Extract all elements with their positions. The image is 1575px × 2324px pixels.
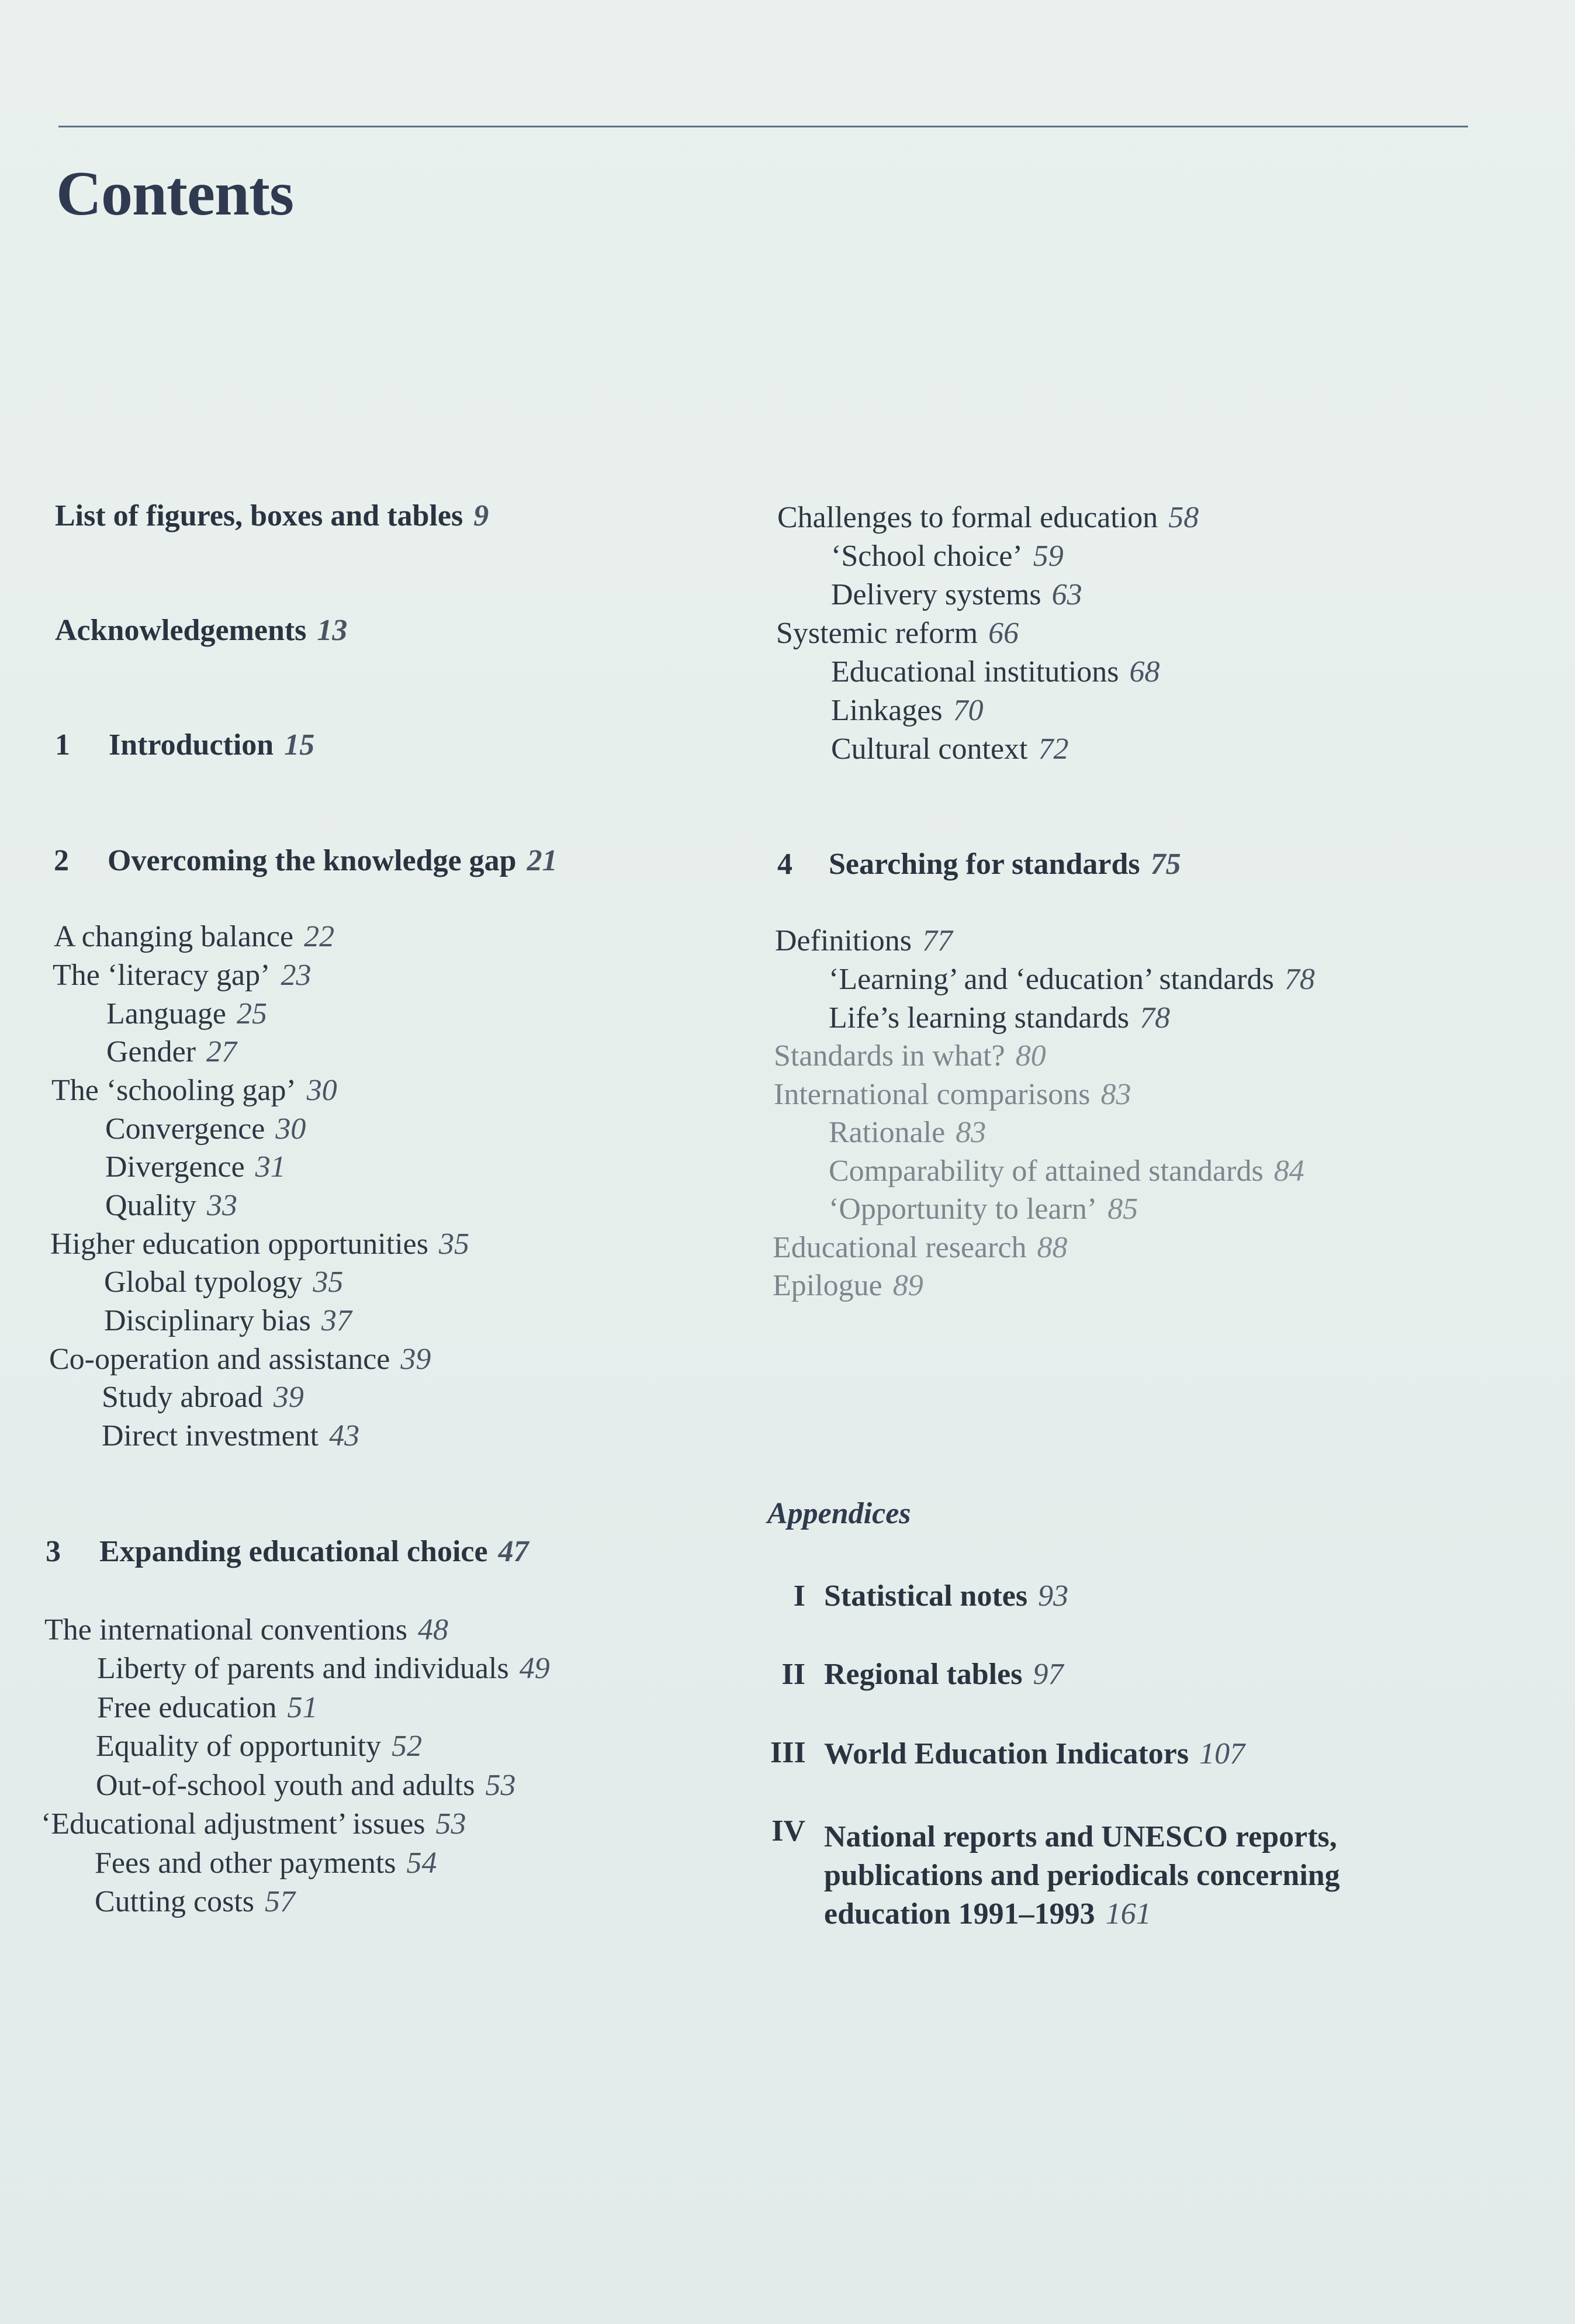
toc-section — [51, 1071, 337, 1110]
entry-label: Educational institutions — [831, 655, 1119, 689]
chapter-number: 2 — [54, 844, 69, 877]
toc-subsection — [97, 1689, 318, 1727]
entry-label: Equality of opportunity — [96, 1730, 382, 1763]
entry-label: Regional tables — [824, 1658, 1023, 1691]
entry-label: Challenges to formal education — [777, 501, 1158, 534]
toc-chapter-4 — [777, 845, 1181, 884]
entry-page: 68 — [1129, 655, 1160, 689]
chapter-page: 15 — [284, 728, 315, 762]
chapter-title: Overcoming the knowledge gap — [108, 844, 517, 877]
entry-label: publications and periodicals concerning — [824, 1859, 1340, 1892]
toc-chapter-3 — [46, 1533, 529, 1571]
entry-page: 54 — [406, 1846, 437, 1880]
entry-label: The international conventions — [44, 1613, 407, 1647]
toc-subsection — [829, 960, 1315, 999]
toc-section — [773, 1229, 1068, 1267]
entry-page: 51 — [287, 1691, 318, 1724]
entry-page: 49 — [519, 1652, 550, 1685]
chapter-number: 4 — [777, 848, 792, 881]
toc-section — [54, 918, 334, 956]
toc-section — [50, 1225, 469, 1264]
entry-label: World Education Indicators — [824, 1737, 1189, 1770]
toc-subsection — [829, 1152, 1304, 1191]
toc-chapter-2 — [54, 842, 558, 880]
toc-section — [774, 1075, 1131, 1114]
entry-page: 31 — [255, 1150, 286, 1184]
chapter-page: 75 — [1150, 848, 1181, 881]
entry-label: Standards in what? — [774, 1039, 1005, 1073]
entry-label: Definitions — [775, 924, 912, 957]
entry-label: Rationale — [829, 1116, 946, 1149]
entry-label: Liberty of parents and individuals — [97, 1652, 509, 1685]
toc-section — [41, 1805, 466, 1844]
chapter-page: 47 — [498, 1535, 529, 1568]
toc-subsection — [102, 1417, 359, 1455]
toc-subsection — [106, 1033, 237, 1071]
entry-page: 53 — [435, 1807, 466, 1841]
toc-subsection — [96, 1766, 515, 1805]
toc-subsection — [106, 995, 267, 1033]
entry-page: 30 — [306, 1074, 337, 1107]
entry-page: 89 — [892, 1269, 923, 1302]
appendix-entry — [824, 1818, 1340, 1934]
toc-entry-figures — [55, 497, 489, 535]
entry-label: Statistical notes — [824, 1579, 1028, 1613]
toc-entry-acknowledgements — [55, 611, 347, 650]
appendix-number: III — [770, 1736, 806, 1769]
entry-label: Language — [106, 997, 227, 1030]
toc-section — [53, 956, 311, 995]
entry-page: 30 — [275, 1112, 306, 1146]
toc-section — [777, 499, 1199, 537]
toc-subsection — [95, 1883, 295, 1921]
toc-subsection — [831, 537, 1064, 576]
toc-subsection — [829, 1190, 1138, 1229]
appendix-entry — [824, 1577, 1068, 1616]
toc-subsection — [96, 1727, 422, 1766]
entry-page: 58 — [1168, 501, 1199, 534]
entry-label: Linkages — [831, 694, 943, 727]
toc-section — [49, 1340, 431, 1379]
entry-page: 37 — [321, 1304, 352, 1337]
toc-section — [776, 614, 1019, 653]
entry-label: Life’s learning standards — [829, 1001, 1130, 1035]
entry-label: ‘School choice’ — [831, 540, 1023, 573]
entry-label: ‘Learning’ and ‘education’ standards — [829, 963, 1274, 996]
entry-label: Acknowledgements — [55, 614, 307, 647]
entry-label: Higher education opportunities — [50, 1227, 428, 1261]
entry-label: Educational research — [773, 1231, 1027, 1264]
toc-subsection — [97, 1649, 550, 1688]
toc-section — [44, 1611, 448, 1649]
entry-page: 107 — [1199, 1737, 1245, 1770]
entry-page: 53 — [485, 1769, 516, 1802]
entry-label: education 1991–1993 — [824, 1897, 1095, 1931]
entry-page: 161 — [1105, 1897, 1151, 1931]
entry-label: The ‘literacy gap’ — [53, 959, 271, 992]
entry-label: National reports and UNESCO reports, — [824, 1820, 1337, 1853]
entry-page: 48 — [417, 1613, 448, 1647]
entry-page: 35 — [438, 1227, 469, 1261]
entry-page: 93 — [1038, 1579, 1069, 1613]
entry-page: 33 — [206, 1189, 237, 1222]
entry-label: The ‘schooling gap’ — [51, 1074, 296, 1107]
entry-page: 78 — [1140, 1001, 1171, 1035]
entry-page: 25 — [237, 997, 268, 1030]
entry-page: 43 — [329, 1419, 360, 1452]
appendices-heading: Appendices — [767, 1497, 911, 1530]
toc-subsection — [104, 1263, 343, 1302]
appendix-number: II — [781, 1658, 805, 1691]
toc-subsection — [829, 1113, 986, 1152]
entry-page: 39 — [400, 1343, 431, 1376]
entry-page: 59 — [1033, 540, 1064, 573]
entry-label: A changing balance — [54, 920, 294, 953]
entry-label: Fees and other payments — [95, 1846, 396, 1880]
entry-label: List of figures, boxes and tables — [55, 499, 463, 532]
entry-page: 57 — [265, 1885, 296, 1918]
entry-label: Epilogue — [773, 1269, 882, 1302]
toc-section — [775, 922, 953, 960]
toc-chapter-1 — [55, 726, 314, 765]
entry-page: 78 — [1284, 963, 1315, 996]
entry-label: Quality — [105, 1189, 196, 1222]
entry-page: 72 — [1038, 732, 1069, 766]
appendix-entry — [824, 1655, 1063, 1694]
entry-page: 66 — [988, 617, 1019, 650]
chapter-page: 21 — [527, 844, 558, 877]
chapter-title: Expanding educational choice — [99, 1535, 488, 1568]
entry-label: Out-of-school youth and adults — [96, 1769, 475, 1802]
entry-label: Free education — [97, 1691, 277, 1724]
entry-page: 97 — [1033, 1658, 1064, 1691]
entry-page: 39 — [273, 1381, 304, 1414]
header-rule — [58, 126, 1468, 127]
toc-subsection — [829, 999, 1170, 1038]
entry-page: 88 — [1037, 1231, 1068, 1264]
toc-section — [773, 1267, 923, 1305]
toc-subsection — [831, 653, 1160, 691]
toc-subsection — [105, 1110, 306, 1149]
entry-label: Gender — [106, 1035, 196, 1068]
entry-page: 70 — [953, 694, 984, 727]
entry-label: Cultural context — [831, 732, 1028, 766]
chapter-number: 3 — [46, 1535, 61, 1568]
chapter-title: Introduction — [109, 728, 274, 762]
appendix-number: I — [793, 1579, 805, 1613]
entry-page: 85 — [1107, 1192, 1138, 1226]
toc-subsection — [105, 1187, 237, 1225]
toc-subsection — [831, 691, 984, 730]
appendix-entry — [824, 1735, 1245, 1773]
entry-page: 83 — [956, 1116, 986, 1149]
entry-page: 23 — [281, 959, 311, 992]
entry-label: ‘Opportunity to learn’ — [829, 1192, 1098, 1226]
toc-subsection — [102, 1378, 304, 1417]
entry-page: 13 — [317, 614, 348, 647]
toc-subsection — [831, 730, 1068, 769]
entry-label: Delivery systems — [831, 578, 1041, 611]
chapter-title: Searching for standards — [829, 848, 1140, 881]
entry-label: Direct investment — [102, 1419, 319, 1452]
entry-page: 22 — [304, 920, 335, 953]
entry-label: Disciplinary bias — [104, 1304, 311, 1337]
chapter-number: 1 — [55, 728, 70, 762]
toc-section — [774, 1037, 1046, 1075]
entry-label: Divergence — [105, 1150, 245, 1184]
entry-page: 83 — [1100, 1078, 1131, 1111]
toc-subsection — [831, 576, 1082, 614]
toc-subsection — [95, 1844, 437, 1883]
entry-label: International comparisons — [774, 1078, 1091, 1111]
toc-subsection — [104, 1302, 352, 1340]
entry-page: 9 — [473, 499, 489, 532]
appendix-number: IV — [771, 1814, 805, 1848]
entry-label: Systemic reform — [776, 617, 978, 650]
entry-page: 35 — [313, 1265, 344, 1299]
toc-subsection — [105, 1148, 286, 1187]
entry-label: Cutting costs — [95, 1885, 255, 1918]
page-title: Contents — [56, 159, 294, 229]
entry-page: 77 — [922, 924, 953, 957]
entry-page: 80 — [1015, 1039, 1046, 1073]
entry-label: Global typology — [104, 1265, 303, 1299]
entry-label: Convergence — [105, 1112, 265, 1146]
entry-label: Co-operation and assistance — [49, 1343, 390, 1376]
entry-label: Study abroad — [102, 1381, 263, 1414]
entry-page: 84 — [1273, 1154, 1304, 1188]
entry-page: 27 — [206, 1035, 237, 1068]
entry-label: ‘Educational adjustment’ issues — [41, 1807, 425, 1841]
entry-page: 52 — [392, 1730, 423, 1763]
entry-page: 63 — [1051, 578, 1082, 611]
entry-label: Comparability of attained standards — [829, 1154, 1264, 1188]
